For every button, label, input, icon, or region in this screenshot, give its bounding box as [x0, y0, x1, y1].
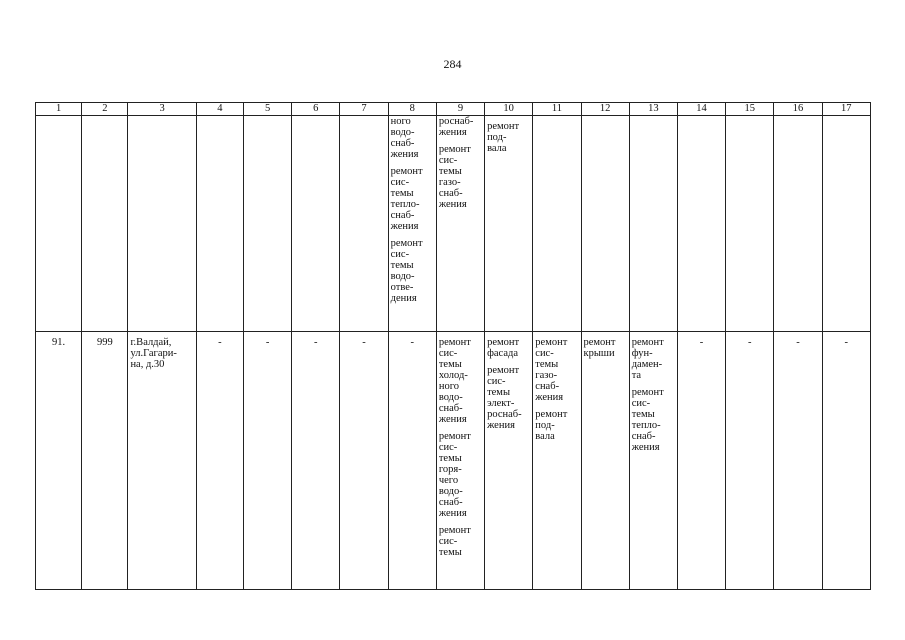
work-item: ремонт под- вала — [535, 409, 568, 442]
work-item: ремонт фасада — [487, 337, 520, 359]
table-cell — [436, 116, 484, 332]
table-cell — [533, 116, 581, 332]
table-cell — [388, 116, 436, 332]
col-header: 12 — [581, 103, 629, 116]
empty-value: - — [243, 332, 291, 590]
work-item: ремонт сис- темы горя- чего водо- снаб- жения — [438, 431, 471, 519]
table-cell — [485, 116, 533, 332]
table-cell — [629, 332, 677, 590]
empty-value: - — [774, 332, 822, 590]
table-cell — [292, 116, 340, 332]
table-cell — [128, 116, 196, 332]
table-cell — [485, 332, 533, 590]
column-number-row — [36, 103, 871, 116]
empty-value: - — [340, 332, 388, 590]
table-cell — [36, 116, 82, 332]
work-item: ного водо- снаб- жения — [390, 116, 419, 160]
table-cell — [774, 116, 822, 332]
table-cell — [533, 332, 581, 590]
work-item: ремонт сис- темы тепло- снаб- жения — [631, 387, 664, 453]
work-item: ремонт крыши — [583, 337, 616, 359]
work-item: ремонт сис- темы тепло- снаб- жения — [390, 166, 423, 232]
empty-value: - — [726, 332, 774, 590]
col-header: 8 — [388, 103, 436, 116]
work-item: ремонт сис- темы элект- роснаб- жения — [487, 365, 522, 431]
empty-value: - — [822, 332, 870, 590]
table-cell — [243, 116, 291, 332]
col-header: 3 — [128, 103, 196, 116]
col-header: 14 — [677, 103, 725, 116]
col-header: 13 — [629, 103, 677, 116]
table-cell — [196, 116, 243, 332]
table-cell — [726, 116, 774, 332]
table-cell — [677, 116, 725, 332]
col-header: 9 — [436, 103, 484, 116]
work-item: ремонт сис- темы — [438, 525, 471, 558]
col-header: 16 — [774, 103, 822, 116]
building-code: 999 — [82, 332, 128, 590]
col-header: 5 — [243, 103, 291, 116]
empty-value: - — [292, 332, 340, 590]
col-header: 6 — [292, 103, 340, 116]
table-cell — [581, 116, 629, 332]
work-item: ремонт под- вала — [487, 121, 520, 154]
table-cell — [629, 116, 677, 332]
col-header: 2 — [82, 103, 128, 116]
table-cell — [340, 116, 388, 332]
table-row — [36, 332, 871, 590]
col-header: 11 — [533, 103, 581, 116]
work-item: ремонт фун- дамен- та — [631, 337, 664, 381]
table-cell — [436, 332, 484, 590]
table-cell — [82, 116, 128, 332]
table-cell — [581, 332, 629, 590]
building-address: г.Валдай, ул.Гагари- на, д.30 — [128, 332, 196, 590]
empty-value: - — [196, 332, 243, 590]
empty-value: - — [388, 332, 436, 590]
col-header: 17 — [822, 103, 870, 116]
empty-value: - — [677, 332, 725, 590]
col-header: 1 — [36, 103, 82, 116]
col-header: 7 — [340, 103, 388, 116]
work-item: ремонт сис- темы холод- ного водо- снаб- жения — [438, 337, 471, 425]
work-item: ремонт сис- темы газо- снаб- жения — [535, 337, 568, 403]
col-header: 10 — [485, 103, 533, 116]
row-number: 91. — [36, 332, 82, 590]
col-header: 15 — [726, 103, 774, 116]
page-number: 284 — [443, 57, 462, 71]
work-item: ремонт сис- темы водо- отве- дения — [390, 238, 423, 304]
work-item: ремонт сис- темы газо- снаб- жения — [438, 144, 471, 210]
table-row-continued — [36, 116, 871, 332]
works-table — [35, 102, 871, 590]
table-cell — [822, 116, 870, 332]
work-item: роснаб- жения — [438, 116, 474, 138]
col-header: 4 — [196, 103, 243, 116]
